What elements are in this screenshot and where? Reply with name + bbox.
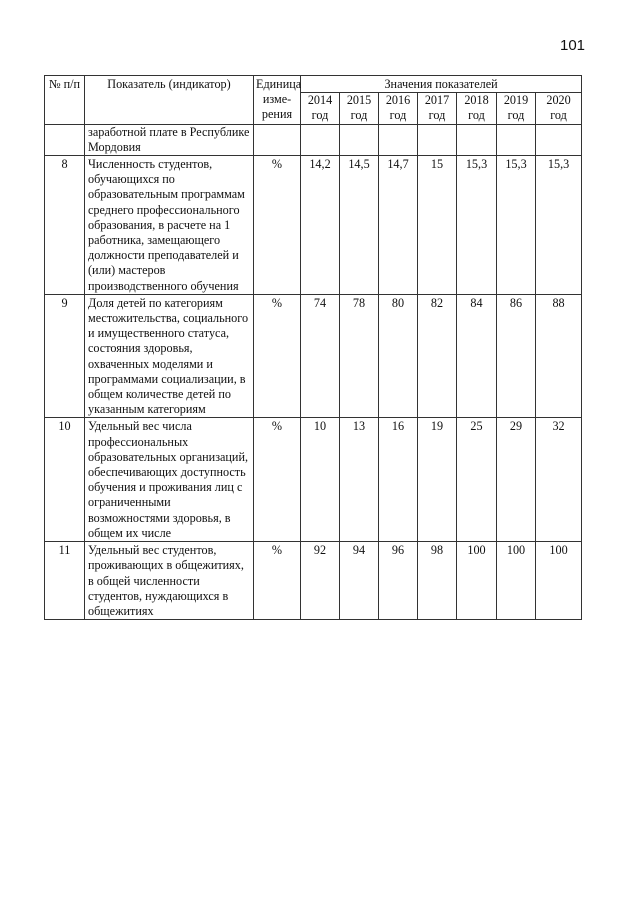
row-unit: % (254, 294, 301, 418)
row-value: 80 (379, 294, 418, 418)
header-year-2020: 2020 год (536, 93, 582, 124)
header-year-2014: 2014 год (301, 93, 340, 124)
header-values-group: Значения показателей (301, 76, 582, 93)
row-num: 9 (45, 294, 85, 418)
table-row (45, 156, 582, 295)
header-year-2019: 2019 год (497, 93, 536, 124)
row-value: 82 (418, 294, 457, 418)
row-value: 13 (340, 418, 379, 542)
row-indicator: Удельный вес числа профессиональных образовательных организаций, обеспечивающих доступность обучения и проживания лиц с ограниченными возможностями здоровья, в общем их числе (85, 418, 254, 542)
row-value: 14,2 (301, 156, 340, 295)
table-row-continuation (45, 124, 582, 155)
row-num: 8 (45, 156, 85, 295)
row-value: 15,3 (497, 156, 536, 295)
row-value: 100 (497, 542, 536, 620)
header-year-2018: 2018 год (457, 93, 497, 124)
row-value: 29 (497, 418, 536, 542)
row-value: 15,3 (457, 156, 497, 295)
row-num: 11 (45, 542, 85, 620)
row-unit: % (254, 156, 301, 295)
header-year-2017: 2017 год (418, 93, 457, 124)
row-value: 15 (418, 156, 457, 295)
row-value: 88 (536, 294, 582, 418)
row-unit: % (254, 542, 301, 620)
row-value: 84 (457, 294, 497, 418)
header-row (45, 76, 582, 93)
table-row (45, 542, 582, 620)
row-value: 94 (340, 542, 379, 620)
row-value: 100 (457, 542, 497, 620)
header-num: № п/п (45, 76, 85, 125)
row-value: 86 (497, 294, 536, 418)
header-indicator: Показатель (индикатор) (85, 76, 254, 125)
header-unit: Единица изме-рения (254, 76, 301, 125)
header-year-2015: 2015 год (340, 93, 379, 124)
row-value: 14,5 (340, 156, 379, 295)
row-indicator: Численность студентов, обучающихся по образовательным программам среднего профессионального образования, в расчете на 1 работника, замещающего должности преподавателей и (или) мастеров производственного обучения (85, 156, 254, 295)
row-unit: % (254, 418, 301, 542)
row-value: 19 (418, 418, 457, 542)
row-value: 14,7 (379, 156, 418, 295)
row-value: 98 (418, 542, 457, 620)
row-indicator: Удельный вес студентов, проживающих в общежитиях, в общей численности студентов, нуждающихся в общежитиях (85, 542, 254, 620)
row-value: 15,3 (536, 156, 582, 295)
row-value: 100 (536, 542, 582, 620)
page-number: 101 (560, 37, 586, 54)
row-value: 96 (379, 542, 418, 620)
row-value: 74 (301, 294, 340, 418)
row-value: 25 (457, 418, 497, 542)
indicators-table (44, 75, 582, 620)
header-year-2016: 2016 год (379, 93, 418, 124)
table-row (45, 294, 582, 418)
continuation-text: заработной плате в Республике Мордовия (85, 124, 254, 155)
row-indicator: Доля детей по категориям местожительства, социального и имущественного статуса, состояния здоровья, охваченных моделями и программами социализации, в общем количестве детей по указанным категориям (85, 294, 254, 418)
table-row (45, 418, 582, 542)
row-value: 32 (536, 418, 582, 542)
row-value: 16 (379, 418, 418, 542)
row-value: 10 (301, 418, 340, 542)
row-num: 10 (45, 418, 85, 542)
row-value: 78 (340, 294, 379, 418)
row-value: 92 (301, 542, 340, 620)
